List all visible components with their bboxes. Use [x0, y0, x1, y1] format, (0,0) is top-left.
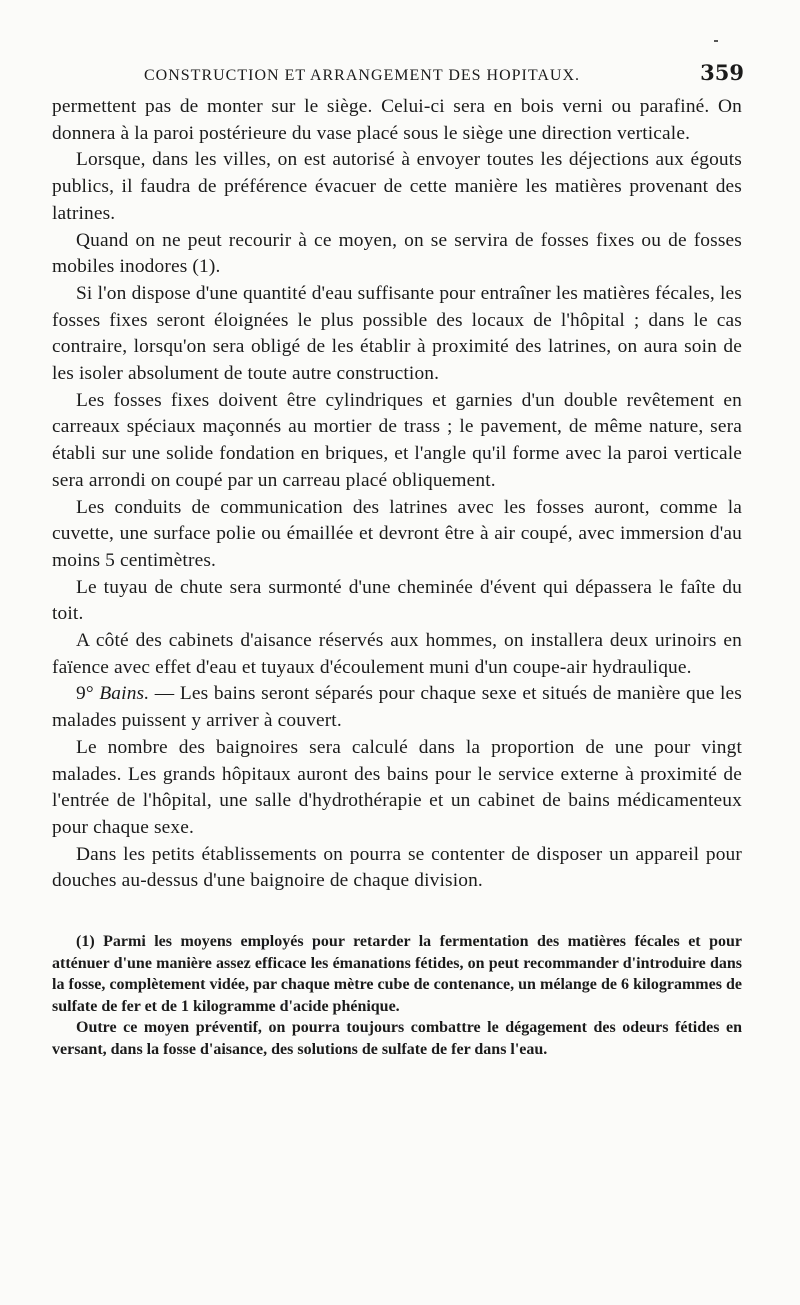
- paragraph: Le nombre des baignoires sera calculé dans la proportion de une pour vingt malades. Les grands hôpitaux auront des bains pour le service externe à proximité de l'entrée de l'hôpital, une salle d'hydrothérapie et un cabinet de bains médicamenteux pour chaque sexe.: [52, 736, 742, 838]
- paragraph: Si l'on dispose d'une quantité d'eau suffisante pour entraîner les matières fécales, les fosses fixes seront éloignées le plus possible des locaux de l'hôpital ; dans le cas contraire, lorsqu'on sera obligé de les établir à proximité des latrines, on aura soin de les isoler absolument de toute autre construction.: [52, 282, 742, 385]
- footnote: (1) Parmi les moyens employés pour retarder la fermentation des matières fécales et pour atténuer d'une manière assez efficace les émanations fétides, on peut recommander d'introduire dans la fosse, complètement vidée, par chaque mètre cube de contenance, un mélange de 6 kilogrammes de sulfate de fer et de 1 kilogramme d'acide phénique.: [52, 933, 742, 1015]
- body-text: [52, 94, 742, 895]
- footnotes: [52, 931, 742, 1060]
- paragraph: Le tuyau de chute sera surmonté d'une cheminée d'évent qui dépassera le faîte du toit.: [52, 576, 742, 625]
- page-number: 359: [700, 60, 744, 85]
- section-title: Bains.: [99, 683, 150, 705]
- section-text: — Les bains seront séparés pour chaque sexe et situés de manière que les malades puissent y arriver à couvert.: [52, 683, 742, 732]
- paragraph: A côté des cabinets d'aisance réservés aux hommes, on installera deux urinoirs en faïence avec effet d'eau et tuyaux d'écoulement muni d'un coupe-air hydraulique.: [52, 630, 742, 678]
- footnote: Outre ce moyen préventif, on pourra toujours combattre le dégagement des odeurs fétides en versant, dans la fosse d'aisance, des solutions de sulfate de fer dans l'eau.: [52, 1019, 742, 1058]
- paragraph-bains: [52, 681, 742, 734]
- paragraph: Lorsque, dans les villes, on est autorisé à envoyer toutes les déjections aux égouts publics, il faudra de préférence évacuer de cette manière les matières provenant des latrines.: [52, 149, 742, 224]
- scan-mark: [714, 40, 718, 42]
- book-page: [52, 60, 742, 1060]
- page-header: [52, 60, 742, 94]
- paragraph: Les fosses fixes doivent être cylindriques et garnies d'un double revêtement en carreaux spéciaux maçonnés au mortier de trass ; le pavement, de même nature, sera établi sur une solide fondation en briques, et l'angle qu'il forme avec la paroi verticale sera arrondi on coupé par un carreau placé obliquement.: [52, 389, 742, 491]
- paragraph: Dans les petits établissements on pourra se contenter de disposer un appareil pour douches au-dessus d'une baignoire de chaque division.: [52, 843, 742, 892]
- paragraph: permettent pas de monter sur le siège. Celui-ci sera en bois verni ou parafiné. On donnera à la paroi postérieure du vase placé sous le siège une direction verticale.: [52, 96, 742, 144]
- paragraph: Quand on ne peut recourir à ce moyen, on se servira de fosses fixes ou de fosses mobiles inodores (1).: [52, 229, 742, 278]
- running-head: CONSTRUCTION ET ARRANGEMENT DES HOPITAUX.: [144, 67, 581, 84]
- paragraph: Les conduits de communication des latrines avec les fosses auront, comme la cuvette, une surface polie ou émaillée et devront être à air coupé, avec immersion d'au moins 5 centimètres.: [52, 496, 742, 571]
- section-number: 9°: [76, 683, 100, 705]
